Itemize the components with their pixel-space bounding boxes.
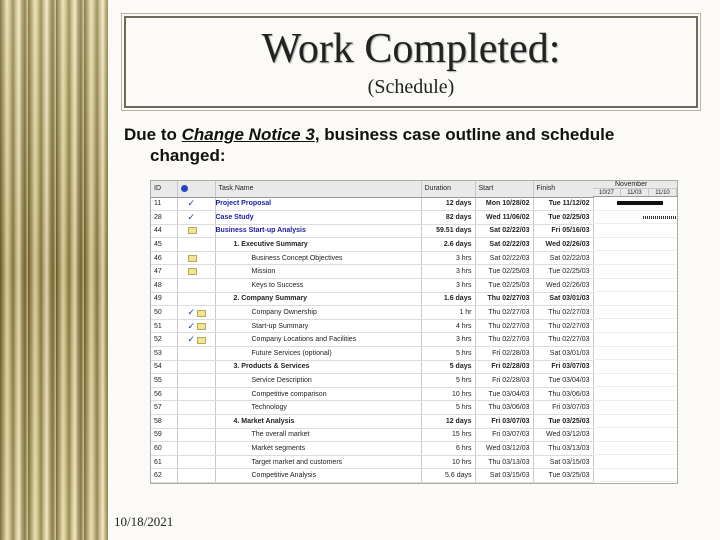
cell-finish: Sat 03/15/03 (533, 455, 593, 469)
gantt-row (593, 333, 678, 347)
schedule-screenshot (150, 180, 678, 484)
cell-id: 59 (151, 428, 177, 442)
cell-task-name: Mission (215, 265, 421, 279)
cell-duration: 12 days (421, 197, 475, 211)
slide-title: Work Completed: (261, 26, 561, 72)
cell-task-name: Start-up Summary (215, 319, 421, 333)
gantt-row (593, 387, 678, 401)
cell-finish: Sat 03/01/03 (533, 347, 593, 361)
cell-finish: Tue 03/04/03 (533, 374, 593, 388)
cell-indicator (177, 333, 215, 347)
checkmark-icon: ✓ (187, 307, 196, 318)
cell-duration: 3 hrs (421, 279, 475, 293)
cell-id: 57 (151, 401, 177, 415)
cell-id: 44 (151, 224, 177, 238)
table-row (151, 387, 593, 401)
cell-id: 46 (151, 251, 177, 265)
cell-finish: Sat 03/01/03 (533, 292, 593, 306)
cell-finish: Tue 03/25/03 (533, 469, 593, 483)
cell-indicator (177, 306, 215, 320)
table-row (151, 469, 593, 483)
cell-duration: 3 hrs (421, 265, 475, 279)
gantt-row (593, 360, 678, 374)
cell-start: Thu 02/27/03 (475, 333, 533, 347)
table-row (151, 442, 593, 456)
cell-finish: Wed 02/26/03 (533, 238, 593, 252)
table-row (151, 251, 593, 265)
cell-start: Thu 03/06/03 (475, 401, 533, 415)
cell-finish: Tue 02/25/03 (533, 265, 593, 279)
cell-task-name: 3. Products & Services (215, 360, 421, 374)
header-duration: Duration (421, 181, 475, 197)
table-row (151, 292, 593, 306)
header-finish: Finish (533, 181, 593, 197)
cell-finish: Wed 02/26/03 (533, 279, 593, 293)
gantt-chart (593, 181, 678, 484)
table-row (151, 415, 593, 429)
gantt-row (593, 211, 678, 225)
gantt-row (593, 455, 678, 469)
gantt-week-labels (593, 189, 678, 197)
gantt-week-label: 11/10 (649, 189, 677, 196)
cell-indicator (177, 347, 215, 361)
note-icon (188, 268, 197, 275)
cell-id: 28 (151, 211, 177, 225)
gantt-row (593, 265, 678, 279)
cell-indicator (177, 238, 215, 252)
cell-id: 54 (151, 360, 177, 374)
checkmark-icon: ✓ (187, 334, 196, 345)
schedule-table (151, 181, 594, 483)
gantt-row (593, 306, 678, 320)
cell-indicator (177, 401, 215, 415)
cell-finish: Thu 03/13/03 (533, 442, 593, 456)
cell-indicator (177, 469, 215, 483)
table-row (151, 197, 593, 211)
cell-finish: Sat 02/22/03 (533, 251, 593, 265)
cell-duration: 5 hrs (421, 401, 475, 415)
cell-id: 51 (151, 319, 177, 333)
cell-indicator (177, 279, 215, 293)
note-icon (188, 255, 197, 262)
cell-indicator (177, 265, 215, 279)
cell-id: 62 (151, 469, 177, 483)
header-task-name: Task Name (215, 181, 421, 197)
table-row (151, 360, 593, 374)
cell-finish: Thu 02/27/03 (533, 333, 593, 347)
cell-start: Fri 03/07/03 (475, 428, 533, 442)
cell-indicator (177, 455, 215, 469)
note-icon (197, 323, 206, 330)
gantt-row (593, 319, 678, 333)
body-line2: changed: (150, 146, 226, 165)
note-icon (197, 337, 206, 344)
change-notice-link: Change Notice 3 (181, 125, 315, 144)
cell-task-name: Business Concept Objectives (215, 251, 421, 265)
table-row (151, 401, 593, 415)
slide-subtitle: (Schedule) (367, 76, 455, 98)
gantt-bar (643, 216, 678, 219)
cell-duration: 10 hrs (421, 387, 475, 401)
cell-id: 50 (151, 306, 177, 320)
gantt-row (593, 279, 678, 293)
cell-id: 56 (151, 387, 177, 401)
table-row (151, 224, 593, 238)
gold-decorative-bar (0, 0, 108, 540)
cell-id: 58 (151, 415, 177, 429)
gantt-row (593, 401, 678, 415)
cell-id: 53 (151, 347, 177, 361)
cell-duration: 2.6 days (421, 238, 475, 252)
gantt-row (593, 428, 678, 442)
cell-duration: 3 hrs (421, 251, 475, 265)
cell-duration: 12 days (421, 415, 475, 429)
table-row (151, 333, 593, 347)
cell-task-name: Business Start-up Analysis (215, 224, 421, 238)
cell-finish: Tue 03/25/03 (533, 415, 593, 429)
cell-finish: Thu 02/27/03 (533, 319, 593, 333)
cell-duration: 1.6 days (421, 292, 475, 306)
gantt-row (593, 442, 678, 456)
table-row (151, 347, 593, 361)
body-text (124, 124, 714, 166)
cell-start: Tue 03/04/03 (475, 387, 533, 401)
cell-start: Sat 03/15/03 (475, 469, 533, 483)
gantt-row (593, 292, 678, 306)
cell-start: Mon 10/28/02 (475, 197, 533, 211)
cell-finish: Fri 05/16/03 (533, 224, 593, 238)
cell-duration: 82 days (421, 211, 475, 225)
cell-id: 61 (151, 455, 177, 469)
gantt-row (593, 238, 678, 252)
cell-task-name: Service Description (215, 374, 421, 388)
cell-start: Sat 02/22/03 (475, 251, 533, 265)
cell-finish: Fri 03/07/03 (533, 360, 593, 374)
cell-duration: 5 hrs (421, 347, 475, 361)
gantt-row (593, 347, 678, 361)
cell-duration: 6 hrs (421, 442, 475, 456)
cell-task-name: Project Proposal (215, 197, 421, 211)
cell-task-name: Target market and customers (215, 455, 421, 469)
cell-id: 49 (151, 292, 177, 306)
cell-start: Thu 02/27/03 (475, 306, 533, 320)
cell-id: 60 (151, 442, 177, 456)
cell-indicator (177, 387, 215, 401)
cell-start: Tue 02/25/03 (475, 279, 533, 293)
checkmark-icon: ✓ (187, 198, 196, 209)
cell-finish: Fri 03/07/03 (533, 401, 593, 415)
cell-duration: 59.51 days (421, 224, 475, 238)
cell-start: Thu 02/27/03 (475, 319, 533, 333)
table-row (151, 238, 593, 252)
header-start: Start (475, 181, 533, 197)
cell-task-name: Technology (215, 401, 421, 415)
cell-start: Wed 11/06/02 (475, 211, 533, 225)
cell-id: 55 (151, 374, 177, 388)
cell-id: 11 (151, 197, 177, 211)
cell-start: Fri 03/07/03 (475, 415, 533, 429)
cell-duration: 5 hrs (421, 374, 475, 388)
table-row (151, 455, 593, 469)
cell-finish: Tue 11/12/02 (533, 197, 593, 211)
body-post: , business case outline and schedule (314, 125, 615, 144)
cell-duration: 10 hrs (421, 455, 475, 469)
cell-indicator (177, 360, 215, 374)
cell-start: Fri 02/28/03 (475, 374, 533, 388)
cell-start: Tue 02/25/03 (475, 265, 533, 279)
cell-duration: 3 hrs (421, 333, 475, 347)
cell-task-name: Competitive Analysis (215, 469, 421, 483)
cell-duration: 5 days (421, 360, 475, 374)
cell-task-name: Keys to Success (215, 279, 421, 293)
cell-task-name: Company Ownership (215, 306, 421, 320)
cell-task-name: 4. Market Analysis (215, 415, 421, 429)
cell-start: Sat 02/22/03 (475, 238, 533, 252)
gantt-row (593, 374, 678, 388)
slide-date: 10/18/2021 (114, 514, 174, 529)
cell-task-name: 2. Company Summary (215, 292, 421, 306)
table-row (151, 265, 593, 279)
cell-duration: 4 hrs (421, 319, 475, 333)
cell-finish: Wed 03/12/03 (533, 428, 593, 442)
cell-id: 45 (151, 238, 177, 252)
cell-indicator (177, 224, 215, 238)
table-header-row (151, 181, 593, 197)
cell-start: Sat 02/22/03 (475, 224, 533, 238)
table-row (151, 306, 593, 320)
table-row (151, 319, 593, 333)
cell-task-name: The overall market (215, 428, 421, 442)
cell-indicator (177, 428, 215, 442)
cell-indicator (177, 251, 215, 265)
cell-task-name: Company Locations and Facilities (215, 333, 421, 347)
gantt-week-label: 10/27 (593, 189, 621, 196)
table-row (151, 374, 593, 388)
cell-id: 47 (151, 265, 177, 279)
cell-indicator (177, 197, 215, 211)
cell-id: 48 (151, 279, 177, 293)
cell-indicator (177, 319, 215, 333)
cell-task-name: Future Services (optional) (215, 347, 421, 361)
table-row (151, 279, 593, 293)
cell-duration: 1 hr (421, 306, 475, 320)
header-id: ID (151, 181, 177, 197)
cell-indicator (177, 442, 215, 456)
gantt-bar (617, 201, 663, 205)
gantt-row (593, 224, 678, 238)
cell-id: 52 (151, 333, 177, 347)
info-icon (181, 185, 188, 192)
cell-start: Wed 03/12/03 (475, 442, 533, 456)
cell-start: Fri 02/28/03 (475, 347, 533, 361)
note-icon (188, 227, 197, 234)
gantt-row (593, 197, 678, 211)
title-box (124, 16, 698, 108)
gantt-row (593, 415, 678, 429)
note-icon (197, 310, 206, 317)
cell-task-name: Competitive comparison (215, 387, 421, 401)
checkmark-icon: ✓ (187, 211, 196, 222)
cell-finish: Tue 02/25/03 (533, 211, 593, 225)
cell-indicator (177, 211, 215, 225)
gantt-row (593, 469, 678, 483)
cell-duration: 5.6 days (421, 469, 475, 483)
header-indicator (177, 181, 215, 197)
table-row (151, 211, 593, 225)
cell-task-name: Market segments (215, 442, 421, 456)
table-row (151, 428, 593, 442)
cell-task-name: 1. Executive Summary (215, 238, 421, 252)
gantt-week-label: 11/03 (621, 189, 649, 196)
gantt-month-label: November (593, 181, 678, 189)
checkmark-icon: ✓ (187, 320, 196, 331)
cell-duration: 15 hrs (421, 428, 475, 442)
cell-finish: Thu 03/06/03 (533, 387, 593, 401)
gantt-row (593, 251, 678, 265)
cell-finish: Thu 02/27/03 (533, 306, 593, 320)
cell-start: Fri 02/28/03 (475, 360, 533, 374)
body-pre: Due to (124, 125, 182, 144)
cell-indicator (177, 374, 215, 388)
cell-task-name: Case Study (215, 211, 421, 225)
cell-start: Thu 02/27/03 (475, 292, 533, 306)
cell-indicator (177, 292, 215, 306)
cell-indicator (177, 415, 215, 429)
cell-start: Thu 03/13/03 (475, 455, 533, 469)
